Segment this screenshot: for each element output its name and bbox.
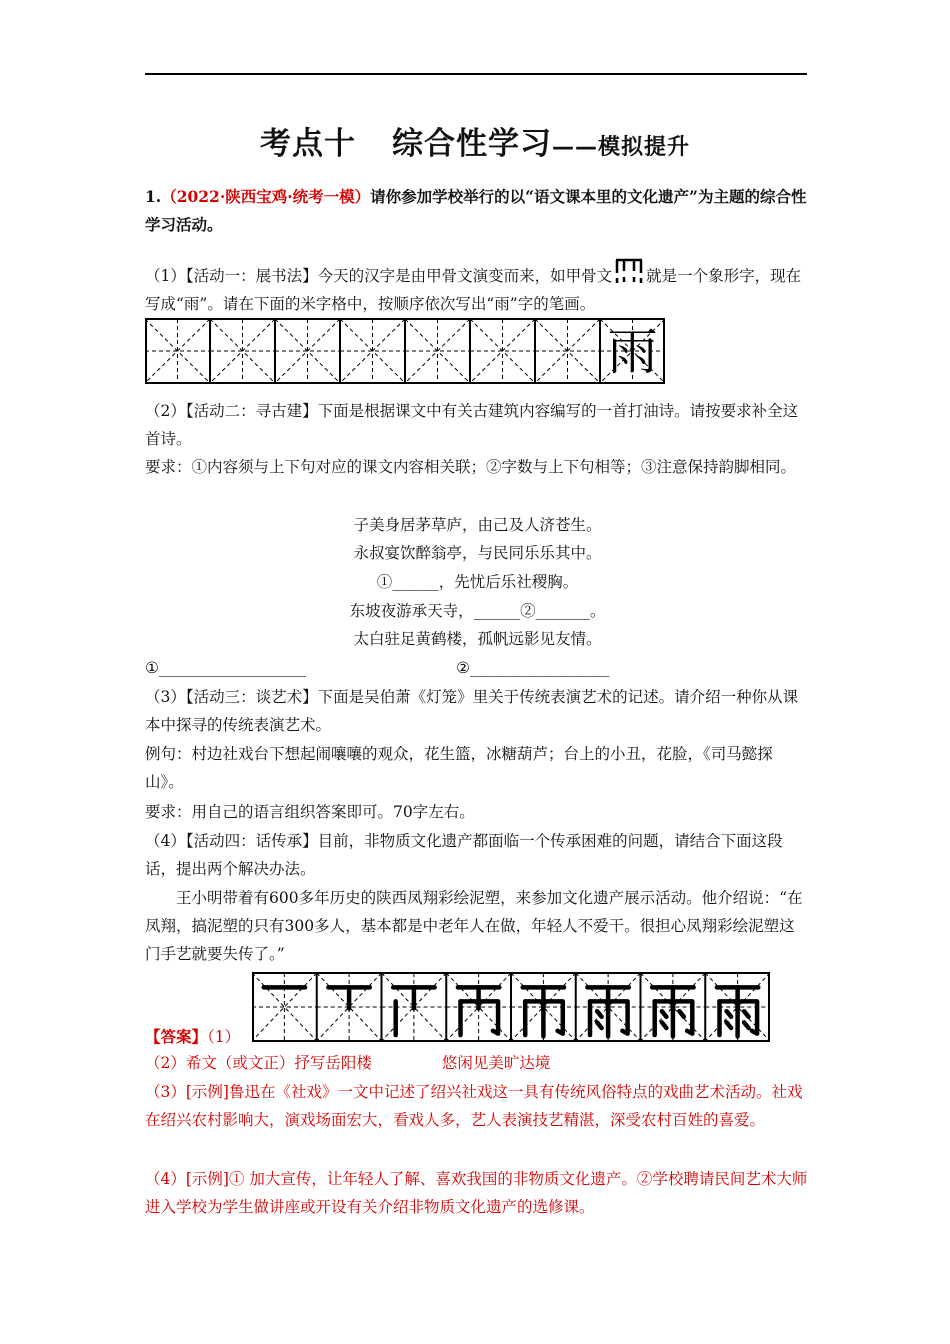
page-title — [0, 118, 950, 163]
header-rule — [145, 73, 807, 75]
poem-line-5: 太白驻足黄鹤楼，孤帆远影见友情。 — [353, 630, 602, 648]
grid-cell[interactable] — [405, 319, 470, 383]
oracle-bone-rain-glyph — [614, 257, 644, 287]
answer-3: （3）[示例]鲁迅在《社戏》一文中记述了绍兴社戏这一具有传统风俗特点的戏曲艺术活动。社戏在绍兴农村影响大，演戏场面宏大，看戏人多，艺人表演技艺精湛，深受农村百姓的喜爱。 — [145, 1083, 803, 1129]
answer-stroke-grid — [252, 972, 770, 1042]
activity-2-requirement: 要求：①内容须与上下句对应的课文内容相关联；②字数与上下句相等；③注意保持韵脚相同。 — [145, 458, 797, 476]
grid-cell[interactable] — [252, 973, 317, 1041]
answer-blanks — [145, 654, 810, 682]
answer-blank-1[interactable]: ①___________________ — [145, 659, 307, 677]
title-topic: 综合性学习 — [391, 126, 552, 162]
answer-2: （2）希文（或文正）抒写岳阳楼 悠闲见美旷达境 — [145, 1054, 551, 1072]
stroke-step — [523, 987, 564, 1036]
question-source: （2022·陕西宝鸡·统考一模） — [161, 187, 371, 206]
poem-line-4: 东坡夜游承天寺，______②_______。 — [349, 602, 606, 620]
stroke-step — [652, 987, 693, 1036]
poem-blank-2[interactable]: ______②_______ — [473, 602, 590, 620]
answer-blank-2[interactable]: ②__________________ — [456, 659, 610, 677]
poem-line-1: 子美身居茅草庐，由己及人济苍生。 — [353, 516, 602, 534]
poem-line-3: ①______，先忧后乐社稷胸。 — [376, 573, 579, 591]
grid-cell[interactable] — [275, 319, 340, 383]
title-main: 考点十 — [259, 126, 356, 162]
title-sub: ——模拟提升 — [551, 135, 690, 160]
stroke-step — [328, 987, 369, 1008]
question-intro: 1.（2022·陕西宝鸡·统考一模）请你参加学校举行的以“语文课本里的文化遗产”为主题的综合性学习活动。 — [145, 187, 807, 234]
mi-character-grid[interactable] — [145, 318, 665, 384]
activity-4-text: 王小明带着有600多年历史的陕西凤翔彩绘泥塑，来参加文化遗产展示活动。他介绍说：“在凤翔，搞泥塑的只有300多人，基本都是中老年人在做，年轻人不爱干。很担心凤翔彩绘泥塑这门手艺就要失传了。” — [145, 889, 803, 963]
activity-3: （3）【活动三：谈艺术】下面是吴伯萧《灯笼》里关于传统表演艺术的记述。请介绍一种你从课本中探寻的传统表演艺术。 — [145, 688, 799, 734]
stroke-step — [717, 987, 758, 1036]
activity-4: （4）【活动四：话传承】目前，非物质文化遗产都面临一个传承困难的问题，请结合下面这段话，提出两个解决办法。 — [145, 832, 783, 878]
poem-line-2: 永叔宴饮醉翁亭，与民同乐乐其中。 — [353, 544, 602, 562]
answer-label-line: 【答案】（1） — [145, 1027, 241, 1046]
activity-3-example: 例句：村边社戏台下想起闹嚷嚷的观众，花生篮，冰糖葫芦；台上的小丑，花脸，《司马懿探山》。 — [145, 745, 773, 791]
stroke-step — [587, 987, 628, 1036]
answer-label: 【答案】 — [145, 1027, 208, 1046]
poem-blank-1[interactable]: ①______ — [376, 573, 439, 591]
grid-cell[interactable] — [470, 319, 535, 383]
activity-2: （2）【活动二：寻古建】下面是根据课文中有关古建筑内容编写的一首打油诗。请按要求补全这首诗。 — [145, 402, 799, 448]
grid-cell[interactable] — [535, 319, 600, 383]
activity-3-requirement: 要求：用自己的语言组织答案即可。70字左右。 — [145, 803, 475, 821]
activity-1: （1）【活动一：展书法】今天的汉字是由甲骨文演变而来，如甲骨文 就是一个象形字，现在写成“雨”。请在下面的米字格中，按顺序依次写出“雨”字的笔画。 — [145, 257, 810, 318]
grid-cell[interactable] — [340, 319, 405, 383]
answer-4: （4）[示例]① 加大宣传，让年轻人了解、喜欢我国的非物质文化遗产。②学校聘请民间艺术大师进入学校为学生做讲座或开设有关介绍非物质文化遗产的选修课。 — [145, 1170, 808, 1216]
grid-cell[interactable] — [210, 319, 275, 383]
grid-cell[interactable] — [145, 319, 210, 383]
example-character: 雨 — [607, 323, 658, 381]
